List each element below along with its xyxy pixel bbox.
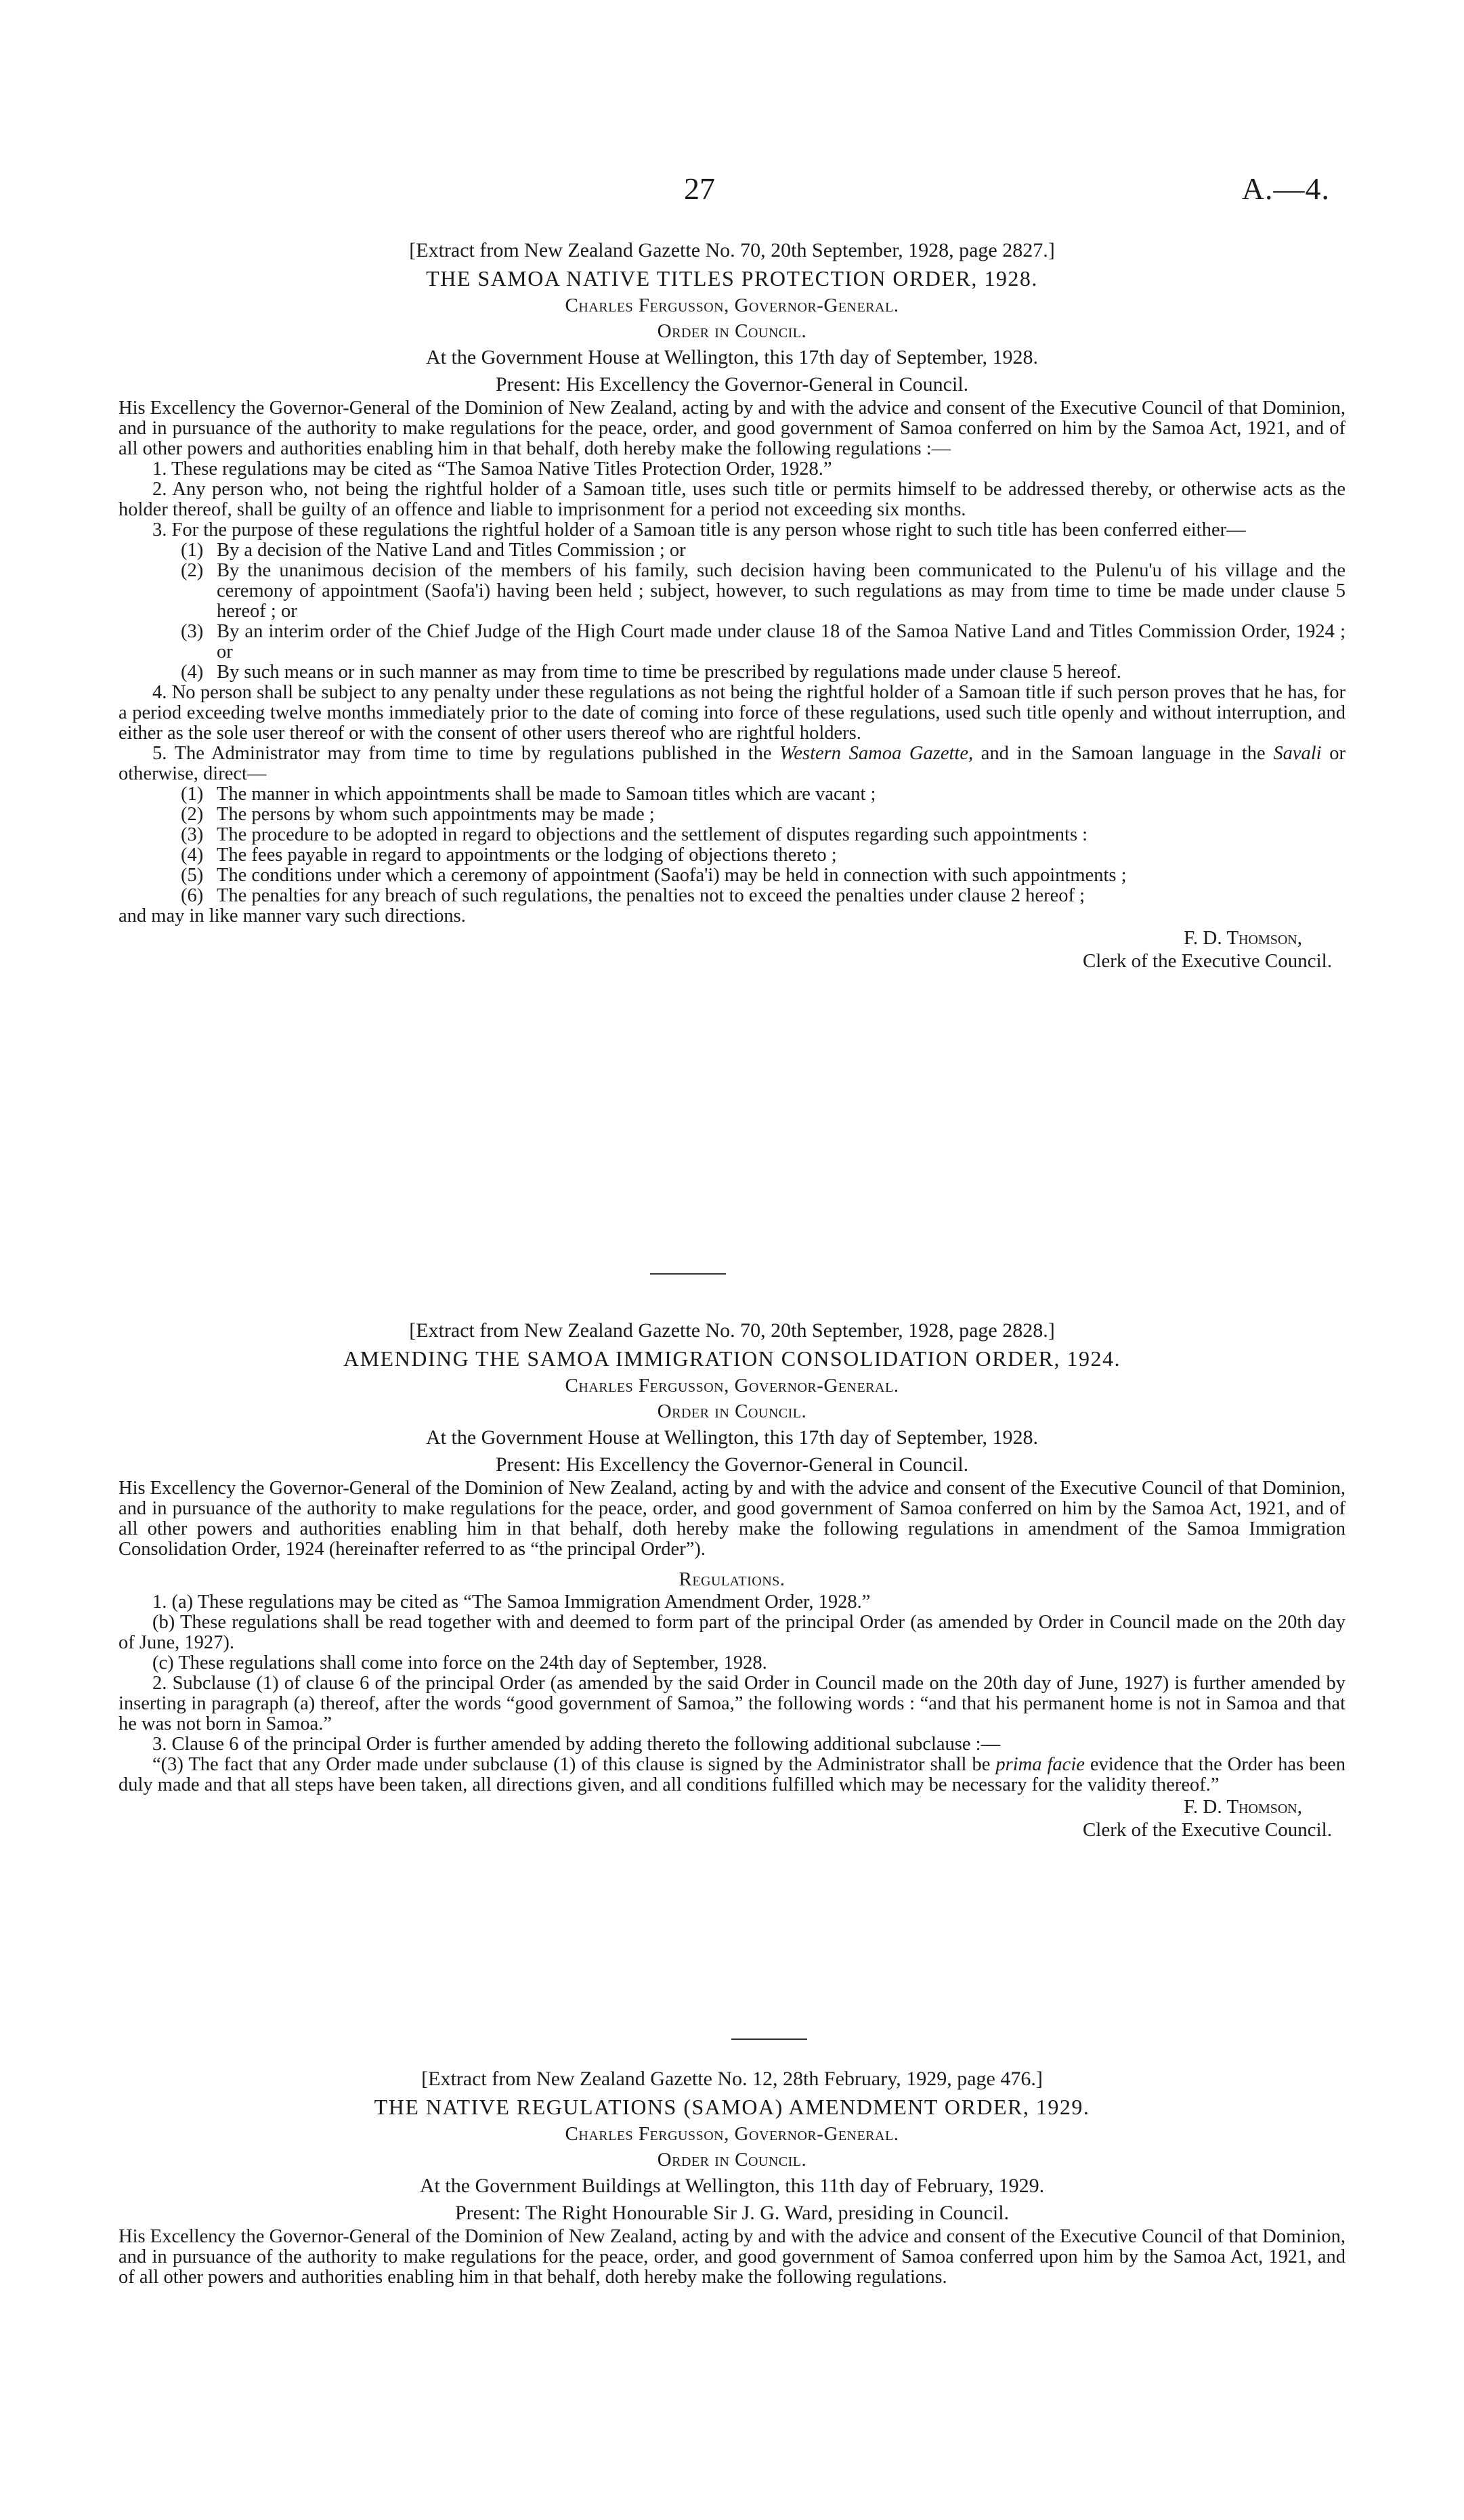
governor-line: Charles Fergusson, Governor-General. (565, 2123, 899, 2145)
clause-2: 2. Any person who, not being the rightful holder of a Samoan title, uses such title or permits himself to be addressed thereby, or otherwise acts as the holder thereof, shall be guilty of an offence and liable to imprisonment for a period not exceeding six months. (119, 479, 1345, 520)
regulation-3: 3. Clause 6 of the principal Order is further amended by adding thereto the following additional subclause :— (152, 1734, 1001, 1755)
list-item: (5) The conditions under which a ceremony of appointment (Saofa'i) may be held in connection with such appointments ; (181, 865, 1127, 886)
clause-4: 4. No person shall be subject to any penalty under these regulations as not being the rightful holder of a Samoan title if such person proves that he has, for a period exceeding twelve months immediately prior to the date of coming into force of these regulations, used such title openly and without interruption, and either as the sole user thereof or with the consent of other users thereof who are rightful holders. (119, 682, 1345, 744)
list-item: (2) By the unanimous decision of the members of his family, such decision having been communicated to the Pulenu'u of his village and the ceremony of appointment (Saofa'i) having been held ; subject, however, to such regulations as may from time to time be made under clause 5 hereof ; or (181, 560, 1345, 622)
present-line: Present: His Excellency the Governor-General in Council. (495, 1453, 969, 1476)
order-label: Order in Council. (657, 2149, 807, 2171)
page-header (0, 171, 1464, 211)
regulation-1b: (b) These regulations shall be read together with and deemed to form part of the principal Order (as amended by Order in Council made on the 20th day of June, 1927). (119, 1612, 1345, 1653)
order-title: AMENDING THE SAMOA IMMIGRATION CONSOLIDATION ORDER, 1924. (343, 1346, 1121, 1371)
governor-line: Charles Fergusson, Governor-General. (565, 1375, 899, 1396)
order-title: THE SAMOA NATIVE TITLES PROTECTION ORDER, 1928. (426, 266, 1038, 291)
clause-3-list (119, 540, 1345, 683)
list-item: (6) The penalties for any breach of such regulations, the penalties not to exceed the penalties under clause 2 hereof ; (181, 885, 1085, 906)
present-line: Present: His Excellency the Governor-General in Council. (495, 373, 969, 396)
order-title: THE NATIVE REGULATIONS (SAMOA) AMENDMENT ORDER, 1929. (374, 2095, 1090, 2119)
present-line: Present: The Right Honourable Sir J. G. Ward, presiding in Council. (454, 2202, 1010, 2224)
list-item: (4) The fees payable in regard to appointments or the lodging of objections thereto ; (181, 845, 837, 866)
list-item: (3) By an interim order of the Chief Judge of the High Court made under clause 18 of the Samoa Native Land and Titles Commission Order, 1924 ; or (181, 621, 1345, 662)
regulation-1c: (c) These regulations shall come into force on the 24th day of September, 1928. (152, 1652, 767, 1673)
order-native-titles (119, 237, 1345, 973)
signature-block (119, 1795, 1345, 1841)
governor-line: Charles Fergusson, Governor-General. (565, 295, 899, 316)
list-item: (3) The procedure to be adopted in regard to objections and the settlement of disputes regarding such appointments : (181, 824, 1088, 845)
list-item: (2) The persons by whom such appointments may be made ; (181, 804, 655, 825)
document-reference: A.—4. (1241, 171, 1330, 206)
signatory-name: F. D. Thomson, (1184, 927, 1302, 949)
signature-block (119, 926, 1345, 973)
place-date-line: At the Government House at Wellington, this 17th day of September, 1928. (425, 1426, 1038, 1449)
place-date-line: At the Government House at Wellington, this 17th day of September, 1928. (425, 346, 1038, 368)
gazette-extract-line: [Extract from New Zealand Gazette No. 70, 20th September, 1928, page 2827.] (409, 239, 1055, 261)
regulation-1a: 1. (a) These regulations may be cited as “The Samoa Immigration Amendment Order, 1928.” (152, 1592, 871, 1613)
signatory-name: F. D. Thomson, (1184, 1796, 1302, 1818)
gazette-extract-line: [Extract from New Zealand Gazette No. 12, 28th February, 1929, page 476.] (421, 2068, 1043, 2090)
clause-3: 3. For the purpose of these regulations the rightful holder of a Samoan title is any person whose right to such title has been conferred either— (152, 519, 1246, 540)
regulation-3-subclause: “(3) The fact that any Order made under subclause (1) of this clause is signed by the Administrator shall be prima facie evidence that the Order has been duly made and that all steps have been taken, all directions given, and all conditions fulfilled which may be necessary for the validity thereof.” (119, 1754, 1346, 1795)
closing-line: and may in like manner vary such directions. (119, 905, 466, 926)
preamble: His Excellency the Governor-General of the Dominion of New Zealand, acting by and with the advice and consent of the Executive Council of that Dominion, and in pursuance of the authority to make regulations for the peace, order, and good government of Samoa conferred on him by the Samoa Act, 1921, and of all other powers and authorities enabling him in that behalf, doth hereby make the following regulations :— (119, 398, 1345, 459)
signatory-title: Clerk of the Executive Council. (1082, 950, 1332, 972)
regulations-heading: Regulations. (679, 1568, 785, 1590)
section-divider (650, 1273, 726, 1275)
signatory-title: Clerk of the Executive Council. (1082, 1819, 1332, 1841)
regulation-2: 2. Subclause (1) of clause 6 of the principal Order (as amended by the said Order in Council made on the 20th day of June, 1927) is further amended by inserting in paragraph (a) thereof, after the words “good government of Samoa,” the following words : “and that his permanent home is not in Samoa and that he was not born in Samoa.” (119, 1673, 1345, 1734)
section-divider (731, 2038, 807, 2040)
list-item: (1) The manner in which appointments shall be made to Samoan titles which are vacant ; (181, 784, 876, 805)
list-item: (1) By a decision of the Native Land and Titles Commission ; or (181, 540, 686, 561)
preamble: His Excellency the Governor-General of the Dominion of New Zealand, acting by and with the advice and consent of the Executive Council of that Dominion, and in pursuance of the authority to make regulations for the peace, order, and good government of Samoa conferred on him by the Samoa Act, 1921, and of all other powers and authorities enabling him in that behalf, doth hereby make the following regulations in amendment of the Samoa Immigration Consolidation Order, 1924 (hereinafter referred to as “the principal Order”). (119, 1478, 1345, 1560)
order-label: Order in Council. (657, 320, 807, 342)
order-label: Order in Council. (657, 1401, 807, 1422)
order-native-regulations (119, 2066, 1345, 2288)
clause-5: 5. The Administrator may from time to time by regulations published in the Western Samoa Gazette, and in the Samoan language in the Savali or otherwise, direct— (119, 743, 1346, 784)
clause-5-list (119, 784, 1345, 906)
gazette-extract-line: [Extract from New Zealand Gazette No. 70, 20th September, 1928, page 2828.] (409, 1319, 1055, 1342)
list-item: (4) By such means or in such manner as may from time to time be prescribed by regulations made under clause 5 hereof. (181, 662, 1121, 683)
order-immigration-amendment (119, 1317, 1345, 1841)
clause-1: 1. These regulations may be cited as “The Samoa Native Titles Protection Order, 1928.” (152, 458, 832, 479)
page-number: 27 (684, 171, 715, 206)
preamble: His Excellency the Governor-General of the Dominion of New Zealand, acting by and with the advice and consent of the Executive Council of that Dominion, and in pursuance of the authority to make regulations for the peace, order, and good government of Samoa conferred upon him by the Samoa Act, 1921, and of all other powers and authorities enabling him in that behalf, doth hereby make the following regulations. (119, 2226, 1345, 2288)
place-date-line: At the Government Buildings at Wellington, this 11th day of February, 1929. (419, 2175, 1045, 2197)
